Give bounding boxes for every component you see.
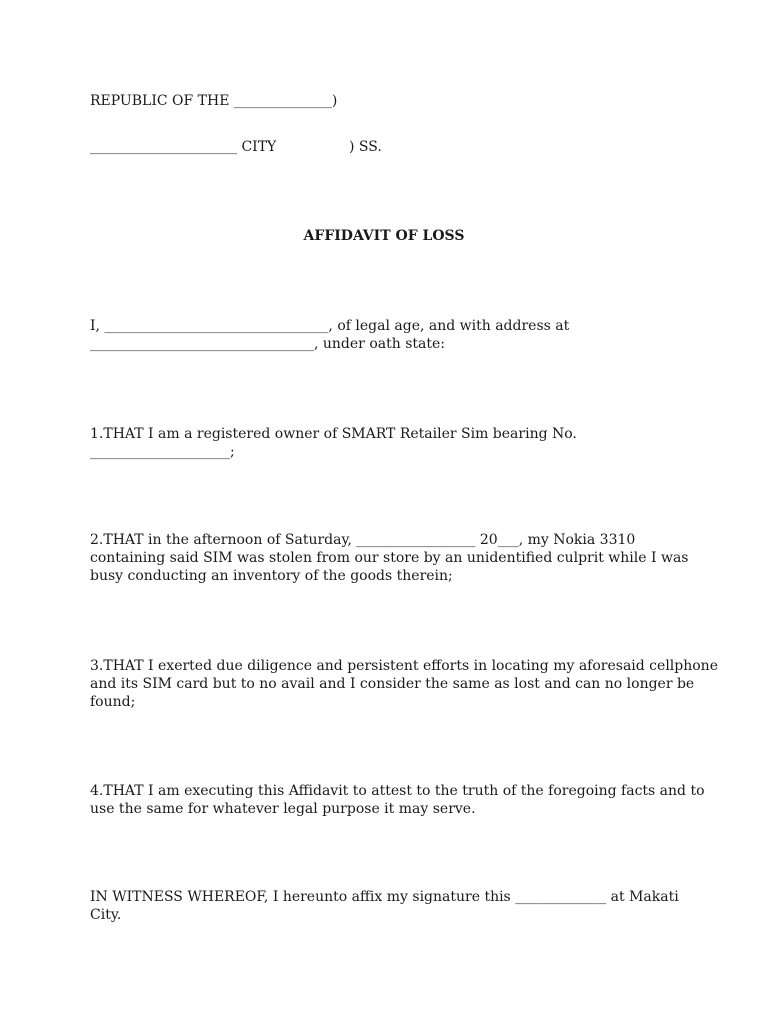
republic-line: REPUBLIC OF THE ______________) — [90, 93, 338, 109]
clause-line: busy conducting an inventory of the goods therein; — [90, 568, 453, 584]
clause-line: use the same for whatever legal purpose it may serve. — [90, 801, 476, 817]
witness-paragraph — [90, 888, 680, 924]
ss-marker: ) SS. — [349, 139, 382, 155]
city-line: _____________________ CITY — [90, 139, 277, 155]
document-title: AFFIDAVIT OF LOSS — [303, 228, 465, 244]
clause-line: 3.THAT I exerted due diligence and persistent efforts in locating my aforesaid cellphone — [90, 658, 718, 674]
witness-line: IN WITNESS WHEREOF, I hereunto affix my signature this _____________ at Makati — [90, 889, 679, 905]
clause-line: 2.THAT in the afternoon of Saturday, _________________ 20___, my Nokia 3310 — [90, 532, 636, 548]
intro-line: ________________________________, under oath state: — [90, 336, 445, 352]
clause-line: and its SIM card but to no avail and I consider the same as lost and can no longer be — [90, 676, 695, 692]
clause-2 — [90, 531, 689, 585]
clause-line: 4.THAT I am executing this Affidavit to attest to the truth of the foregoing facts and to — [90, 783, 705, 799]
clause-line: containing said SIM was stolen from our store by an unidentified culprit while I was — [90, 550, 689, 566]
witness-line: City. — [90, 907, 122, 923]
clause-3 — [90, 657, 718, 711]
clause-1 — [90, 425, 680, 461]
clause-line: found; — [90, 694, 136, 710]
clause-4 — [90, 782, 705, 818]
clause-line: ____________________; — [90, 444, 235, 460]
intro-line: I, ________________________________, of legal age, and with address at — [90, 318, 570, 334]
clause-line: 1.THAT I am a registered owner of SMART Retailer Sim bearing No. — [90, 426, 577, 442]
intro-paragraph — [90, 317, 680, 353]
